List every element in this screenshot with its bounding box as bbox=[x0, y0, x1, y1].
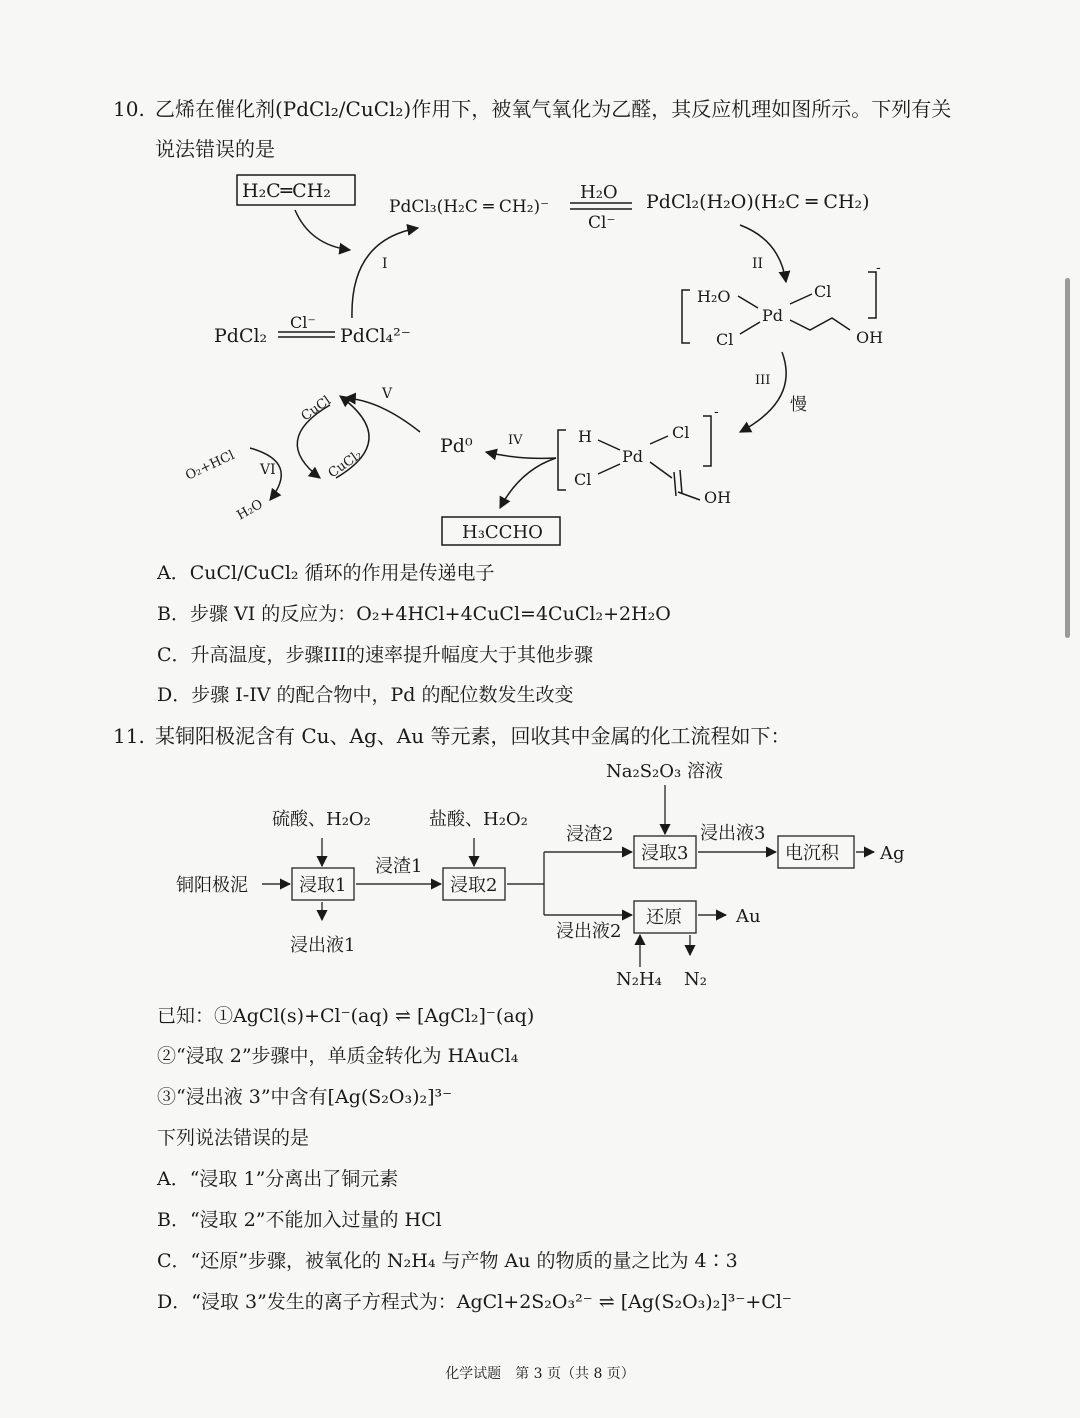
pdcl2: PdCl₂ bbox=[214, 325, 268, 347]
residue1-label: 浸渣1 bbox=[375, 856, 423, 877]
question-10-option-b: B．步骤 VI 的反应为：O₂+4HCl+4CuCl=4CuCl₂+2H₂O bbox=[157, 603, 671, 625]
question-11-option-a: A．“浸取 1”分离出了铜元素 bbox=[157, 1168, 399, 1190]
step-V-label: V bbox=[382, 386, 393, 402]
known-1: 已知：①AgCl(s)+Cl⁻(aq) ⇌ [AgCl₂]⁻(aq) bbox=[157, 1005, 535, 1027]
question-10-stem-cont: 说法错误的是 bbox=[155, 137, 275, 161]
question-11-number: 11. bbox=[113, 724, 145, 748]
question-10-option-d: D．步骤 I-IV 的配合物中，Pd 的配位数发生改变 bbox=[157, 684, 574, 706]
question-11-option-d: D．“浸取 3”发生的离子方程式为：AgCl+2S₂O₃²⁻ ⇌ [Ag(S₂O₃)₂]³⁻+Cl⁻ bbox=[157, 1291, 792, 1313]
silver-product: Ag bbox=[880, 843, 905, 864]
step-IV-label: IV bbox=[508, 433, 523, 448]
electrodeposit-label: 电沉积 bbox=[785, 843, 839, 864]
o2-hcl-label: O₂+HCl bbox=[183, 447, 238, 484]
equilibrium-water: H₂O bbox=[580, 182, 618, 203]
known-3: ③“浸出液 3”中含有[Ag(S₂O₃)₂]³⁻ bbox=[157, 1086, 453, 1108]
leach2-label: 浸取2 bbox=[450, 875, 498, 896]
pd0: Pd⁰ bbox=[440, 435, 473, 457]
complex-a-pd: Pd bbox=[762, 306, 784, 325]
reagent-sulfuric: 硫酸、H₂O₂ bbox=[272, 809, 371, 830]
question-11-prompt: 下列说法错误的是 bbox=[157, 1127, 310, 1149]
step-II-label: II bbox=[752, 256, 764, 272]
hydrazine-label: N₂H₄ bbox=[616, 969, 662, 990]
ethylene-entry-arrow bbox=[295, 210, 350, 250]
residue2-label: 浸渣2 bbox=[566, 824, 614, 845]
question-11-option-c: C．“还原”步骤，被氧化的 N₂H₄ 与产物 Au 的物质的量之比为 4∶3 bbox=[157, 1250, 738, 1272]
step-VI-label: VI bbox=[260, 462, 276, 478]
equilibrium-chloride: Cl⁻ bbox=[588, 213, 616, 233]
leachate3-label: 浸出液3 bbox=[700, 823, 766, 844]
question-10-option-c: C．升高温度，步骤III的速率提升幅度大于其他步骤 bbox=[157, 644, 594, 666]
complex-b-right-bracket bbox=[703, 416, 711, 466]
step-III-arrow bbox=[740, 352, 786, 432]
gold-product: Au bbox=[736, 906, 761, 927]
complex-pdcl2-water-ethylene: PdCl₂(H₂O)(H₂C ═ CH₂) bbox=[646, 191, 870, 213]
water-out-label: H₂O bbox=[234, 496, 266, 524]
slow-label: 慢 bbox=[790, 395, 807, 415]
step-III-label: III bbox=[755, 373, 771, 388]
question-10-option-a: A．CuCl/CuCl₂ 循环的作用是传递电子 bbox=[157, 562, 495, 584]
complex-b-h: H bbox=[578, 427, 592, 446]
complex-b-left-bracket bbox=[558, 430, 566, 490]
pdcl-equilibrium-chloride: Cl⁻ bbox=[290, 313, 316, 332]
pdcl4: PdCl₄²⁻ bbox=[340, 325, 411, 347]
complex-a-water: H₂O bbox=[697, 287, 731, 306]
complex-b-pd: Pd bbox=[622, 447, 644, 466]
question-11-stem: 某铜阳极泥含有 Cu、Ag、Au 等元素，回收其中金属的化工流程如下： bbox=[155, 724, 791, 748]
nitrogen-label: N₂ bbox=[684, 969, 707, 990]
complex-a-right-bracket bbox=[868, 272, 876, 318]
leachate2-label: 浸出液2 bbox=[556, 921, 622, 942]
step-I-arrow bbox=[352, 228, 418, 318]
complex-a-left-bracket bbox=[682, 290, 690, 343]
page-footer: 化学试题 第 3 页（共 8 页） bbox=[445, 1366, 635, 1382]
question-10-stem: 乙烯在催化剂(PdCl₂/CuCl₂)作用下，被氧气氧化为乙醛，其反应机理如图所示。下列有关 bbox=[155, 97, 952, 121]
complex-a-charge: - bbox=[876, 260, 881, 276]
complex-a-oh: OH bbox=[856, 328, 884, 347]
known-2: ②“浸取 2”步骤中，单质金转化为 HAuCl₄ bbox=[157, 1045, 519, 1067]
reduction-label: 还原 bbox=[646, 907, 682, 928]
leach1-label: 浸取1 bbox=[299, 875, 347, 896]
product-arrow bbox=[500, 458, 556, 508]
ethylene: H₂C═CH₂ bbox=[242, 180, 331, 202]
reagent-hydrochloric: 盐酸、H₂O₂ bbox=[429, 809, 528, 830]
step-II-arrow bbox=[740, 225, 786, 282]
leachate1-label: 浸出液1 bbox=[290, 935, 356, 956]
reaction-mechanism-diagram bbox=[0, 0, 1080, 560]
complex-a-cl-bottom: Cl bbox=[716, 330, 734, 349]
na2s2o3-solution: Na₂S₂O₃ 溶液 bbox=[606, 761, 723, 782]
complex-b-charge: - bbox=[714, 404, 719, 420]
start-material: 铜阳极泥 bbox=[176, 875, 248, 896]
complex-b-oh: OH bbox=[704, 488, 732, 507]
complex-a-cl-top: Cl bbox=[814, 282, 832, 301]
question-10-number: 10. bbox=[113, 97, 145, 121]
cucl-label: CuCl bbox=[298, 393, 334, 425]
complex-pdcl3-ethylene: PdCl₃(H₂C ═ CH₂)⁻ bbox=[389, 197, 550, 217]
step-V-arrow bbox=[345, 398, 420, 432]
complex-b-cl-top: Cl bbox=[672, 423, 690, 442]
product-acetaldehyde: H₃CCHO bbox=[462, 522, 543, 543]
step-I-label: I bbox=[382, 256, 388, 272]
scrollbar[interactable] bbox=[1065, 278, 1070, 638]
leach3-label: 浸取3 bbox=[641, 843, 689, 864]
process-flow-diagram bbox=[0, 745, 1080, 1005]
question-11-option-b: B．“浸取 2”不能加入过量的 HCl bbox=[157, 1209, 442, 1231]
cucl2-label: CuCl₂ bbox=[325, 447, 366, 482]
step-IV-arrow bbox=[486, 452, 556, 458]
complex-b-cl-bottom: Cl bbox=[574, 470, 592, 489]
